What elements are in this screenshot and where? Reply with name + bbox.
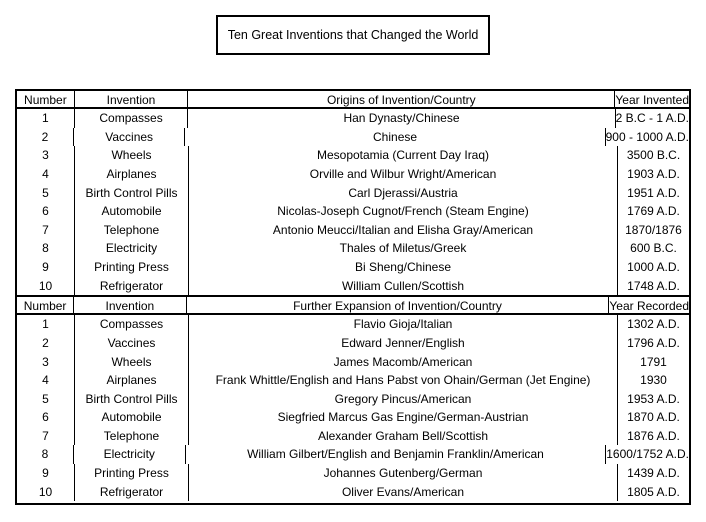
origins-section <box>17 91 689 295</box>
year-cell: 1876 A.D. <box>627 428 680 443</box>
invention-cell: Birth Control Pills <box>75 184 189 203</box>
year-cell: 1930 <box>640 373 667 388</box>
origin-cell: Gregory Pincus/American <box>189 390 618 409</box>
expansion-section <box>17 295 689 501</box>
number-cell: 4 <box>17 371 75 390</box>
column-header: Year Invented <box>615 93 689 107</box>
origin-cell: Mesopotamia (Current Day Iraq) <box>189 146 618 165</box>
origin-cell: Edward Jenner/English <box>189 334 618 353</box>
invention-cell: Birth Control Pills <box>75 390 189 409</box>
origin-cell: Thales of Miletus/Greek <box>189 239 618 258</box>
year-cell: 1600/1752 A.D. <box>606 447 689 462</box>
column-header: Invention <box>75 91 189 107</box>
number-cell: 10 <box>17 277 75 296</box>
table-row <box>17 165 689 184</box>
origin-cell: James Macomb/American <box>189 353 618 372</box>
invention-cell: Refrigerator <box>75 277 189 296</box>
table-row <box>17 427 689 446</box>
table-row <box>17 390 689 409</box>
invention-cell: Telephone <box>75 427 189 446</box>
number-cell: 5 <box>17 390 75 409</box>
invention-cell: Automobile <box>75 202 189 221</box>
column-header: Number <box>17 91 75 107</box>
invention-cell: Printing Press <box>75 258 189 277</box>
origin-cell: Alexander Graham Bell/Scottish <box>189 427 618 446</box>
invention-cell: Refrigerator <box>75 483 189 502</box>
year-cell: 1903 A.D. <box>627 166 680 181</box>
invention-cell: Compasses <box>75 315 189 334</box>
origin-cell: Frank Whittle/English and Hans Pabst von Ohain/German (Jet Engine) <box>189 371 618 390</box>
year-cell: 1791 <box>640 354 667 369</box>
table-row <box>17 184 689 203</box>
origin-cell: Johannes Gutenberg/German <box>189 464 618 483</box>
year-cell: 1748 A.D. <box>627 278 680 293</box>
number-cell: 2 <box>17 128 74 147</box>
table-row <box>17 146 689 165</box>
table-row <box>17 464 689 483</box>
column-header: Further Expansion of Invention/Country <box>187 297 610 313</box>
origin-cell: Siegfried Marcus Gas Engine/German-Austrian <box>189 408 618 427</box>
year-cell: 1805 A.D. <box>627 484 680 499</box>
table-row <box>17 371 689 390</box>
table-header-row <box>17 297 689 315</box>
year-cell: 1951 A.D. <box>627 185 680 200</box>
table-header-row <box>17 91 689 109</box>
invention-cell: Electricity <box>75 239 189 258</box>
origin-cell: William Cullen/Scottish <box>189 277 618 296</box>
table-row <box>17 445 689 464</box>
column-header: Year Recorded <box>609 299 689 314</box>
year-cell: 1953 A.D. <box>627 391 680 406</box>
table-row <box>17 109 689 128</box>
year-cell: 1870 A.D. <box>627 410 680 425</box>
invention-cell: Vaccines <box>75 334 189 353</box>
number-cell: 5 <box>17 184 75 203</box>
invention-cell: Telephone <box>75 221 189 240</box>
number-cell: 3 <box>17 146 75 165</box>
table-row <box>17 334 689 353</box>
origin-cell: Chinese <box>185 128 605 147</box>
number-cell: 7 <box>17 427 75 446</box>
number-cell: 6 <box>17 202 75 221</box>
invention-cell: Electricity <box>74 445 186 464</box>
number-cell: 2 <box>17 334 75 353</box>
origin-cell: Carl Djerassi/Austria <box>189 184 618 203</box>
number-cell: 1 <box>17 109 75 128</box>
table-row <box>17 202 689 221</box>
year-cell: 1302 A.D. <box>627 317 680 332</box>
number-cell: 4 <box>17 165 75 184</box>
inventions-table <box>15 89 691 505</box>
origin-cell: William Gilbert/English and Benjamin Franklin/American <box>186 445 607 464</box>
number-cell: 6 <box>17 408 75 427</box>
origin-cell: Bi Sheng/Chinese <box>189 258 618 277</box>
column-header: Invention <box>74 297 186 313</box>
invention-cell: Automobile <box>75 408 189 427</box>
year-cell: 1000 A.D. <box>627 259 680 274</box>
invention-cell: Printing Press <box>75 464 189 483</box>
year-cell: 1870/1876 <box>625 222 682 237</box>
table-row <box>17 128 689 147</box>
year-cell: 3500 B.C. <box>626 148 681 163</box>
table-row <box>17 408 689 427</box>
number-cell: 7 <box>17 221 75 240</box>
column-header: Number <box>17 297 74 313</box>
year-cell: 900 - 1000 A.D. <box>605 129 689 144</box>
table-row <box>17 315 689 334</box>
year-cell: 1769 A.D. <box>627 204 680 219</box>
table-row <box>17 258 689 277</box>
invention-cell: Compasses <box>75 109 189 128</box>
invention-cell: Vaccines <box>74 128 186 147</box>
invention-cell: Airplanes <box>75 165 189 184</box>
number-cell: 8 <box>17 445 74 464</box>
column-header: Origins of Invention/Country <box>188 91 615 107</box>
table-row <box>17 221 689 240</box>
number-cell: 9 <box>17 258 75 277</box>
year-cell: 1796 A.D. <box>627 335 680 350</box>
number-cell: 1 <box>17 315 75 334</box>
number-cell: 3 <box>17 353 75 372</box>
year-cell: 600 B.C. <box>630 241 677 256</box>
origin-cell: Han Dynasty/Chinese <box>188 109 615 128</box>
table-row <box>17 277 689 296</box>
invention-cell: Wheels <box>75 146 189 165</box>
number-cell: 10 <box>17 483 75 502</box>
origin-cell: Antonio Meucci/Italian and Elisha Gray/American <box>189 221 618 240</box>
invention-cell: Airplanes <box>75 371 189 390</box>
table-row <box>17 353 689 372</box>
origin-cell: Oliver Evans/American <box>189 483 618 502</box>
origin-cell: Nicolas-Joseph Cugnot/French (Steam Engine) <box>189 202 618 221</box>
origin-cell: Orville and Wilbur Wright/American <box>189 165 618 184</box>
table-row <box>17 239 689 258</box>
origin-cell: Flavio Gioja/Italian <box>189 315 618 334</box>
document-title: Ten Great Inventions that Changed the World <box>216 15 490 55</box>
invention-cell: Wheels <box>75 353 189 372</box>
number-cell: 8 <box>17 239 75 258</box>
year-cell: 1439 A.D. <box>627 466 680 481</box>
table-row <box>17 483 689 502</box>
number-cell: 9 <box>17 464 75 483</box>
year-cell: 2 B.C - 1 A.D. <box>615 111 689 126</box>
